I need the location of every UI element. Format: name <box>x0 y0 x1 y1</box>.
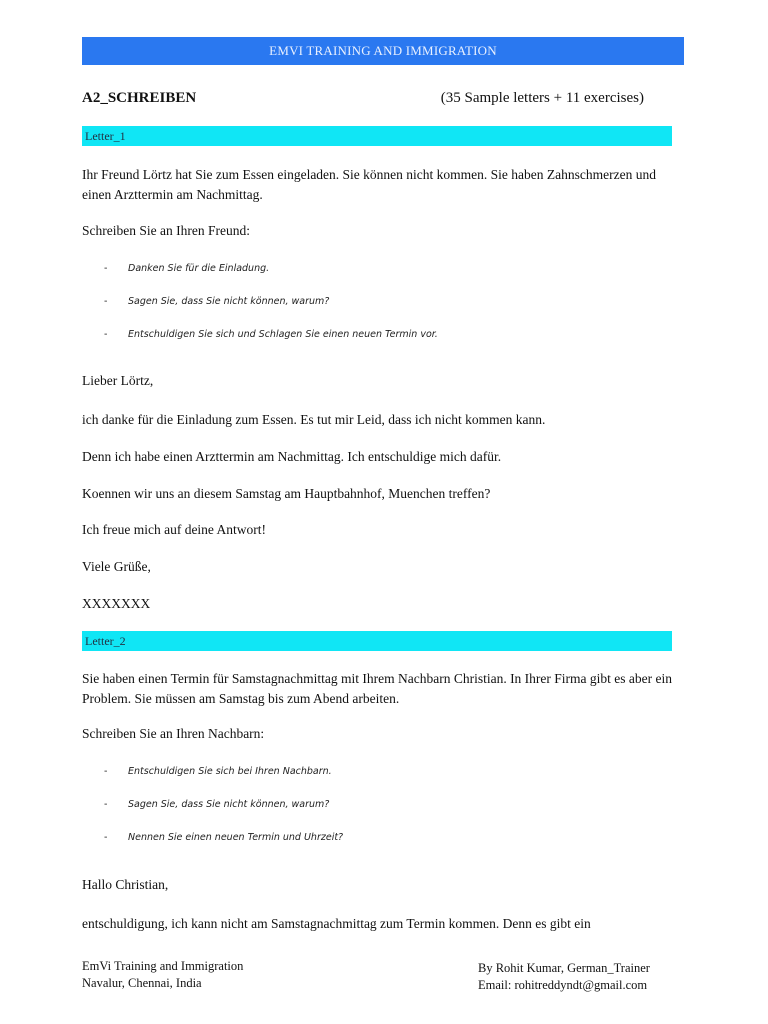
letter-1-closing: Viele Grüße, <box>82 559 151 574</box>
title-row <box>82 90 644 110</box>
letter-2-line: entschuldigung, ich kann nicht am Samstagnachmittag zum Termin kommen. Denn es gibt ein <box>82 916 591 931</box>
list-item <box>104 262 664 295</box>
list-item <box>104 831 664 864</box>
letter-1-points <box>104 262 664 361</box>
letter-1-heading: Letter_1 <box>82 126 672 146</box>
header-banner <box>82 37 684 65</box>
letter-2-task: Sie haben einen Termin für Samstagnachmittag mit Ihrem Nachbarn Christian. In Ihrer Firma gibt es aber ein Problem. Sie müssen am Samstag bis zum Abend arbeiten. <box>82 671 673 706</box>
letter-1-task: Ihr Freund Lörtz hat Sie zum Essen eingeladen. Sie können nicht kommen. Sie haben Zahnschmerzen und einen Arzttermin am Nachmittag. <box>82 167 656 202</box>
footer-author <box>478 960 650 994</box>
bullet-dash: - <box>104 766 108 777</box>
letter-1-line: Koennen wir uns an diesem Samstag am Hauptbahnhof, Muenchen treffen? <box>82 486 491 501</box>
list-item <box>104 295 664 328</box>
letter-1-greeting: Lieber Lörtz, <box>82 373 154 388</box>
bullet-dash: - <box>104 329 108 340</box>
footer-author-email: Email: rohitreddyndt@gmail.com <box>478 978 648 992</box>
letter-2-heading: Letter_2 <box>82 631 672 651</box>
bullet-text: Entschuldigen Sie sich und Schlagen Sie einen neuen Termin vor. <box>128 329 438 340</box>
letter-2-points <box>104 765 664 864</box>
list-item <box>104 798 664 831</box>
bullet-text: Entschuldigen Sie sich bei Ihren Nachbarn. <box>128 766 332 777</box>
footer-organization <box>82 958 243 992</box>
letter-1-instruction: Schreiben Sie an Ihren Freund: <box>82 223 250 238</box>
footer-author-name: By Rohit Kumar, German_Trainer <box>478 961 650 975</box>
bullet-dash: - <box>104 296 108 307</box>
footer-org-name: EmVi Training and Immigration <box>82 959 244 973</box>
list-item <box>104 765 664 798</box>
letter-2-greeting: Hallo Christian, <box>82 877 169 892</box>
bullet-dash: - <box>104 263 108 274</box>
letter-1-line: Denn ich habe einen Arzttermin am Nachmittag. Ich entschuldige mich dafür. <box>82 449 502 464</box>
document-subtitle: (35 Sample letters + 11 exercises) <box>440 90 644 106</box>
letter-1-signature: XXXXXXX <box>82 596 151 611</box>
letter-1-line: ich danke für die Einladung zum Essen. Es tut mir Leid, dass ich nicht kommen kann. <box>82 412 546 427</box>
letter-1-line: Ich freue mich auf deine Antwort! <box>82 522 267 537</box>
letter-2-instruction: Schreiben Sie an Ihren Nachbarn: <box>82 726 265 741</box>
list-item <box>104 328 664 361</box>
bullet-text: Sagen Sie, dass Sie nicht können, warum? <box>128 799 330 810</box>
document-title: A2_SCHREIBEN <box>82 90 197 106</box>
footer-org-location: Navalur, Chennai, India <box>82 976 202 990</box>
bullet-dash: - <box>104 799 108 810</box>
bullet-dash: - <box>104 832 108 843</box>
bullet-text: Danken Sie für die Einladung. <box>128 263 270 274</box>
bullet-text: Sagen Sie, dass Sie nicht können, warum? <box>128 296 330 307</box>
header-title: EMVI TRAINING AND IMMIGRATION <box>269 43 497 58</box>
bullet-text: Nennen Sie einen neuen Termin und Uhrzeit? <box>128 832 344 843</box>
